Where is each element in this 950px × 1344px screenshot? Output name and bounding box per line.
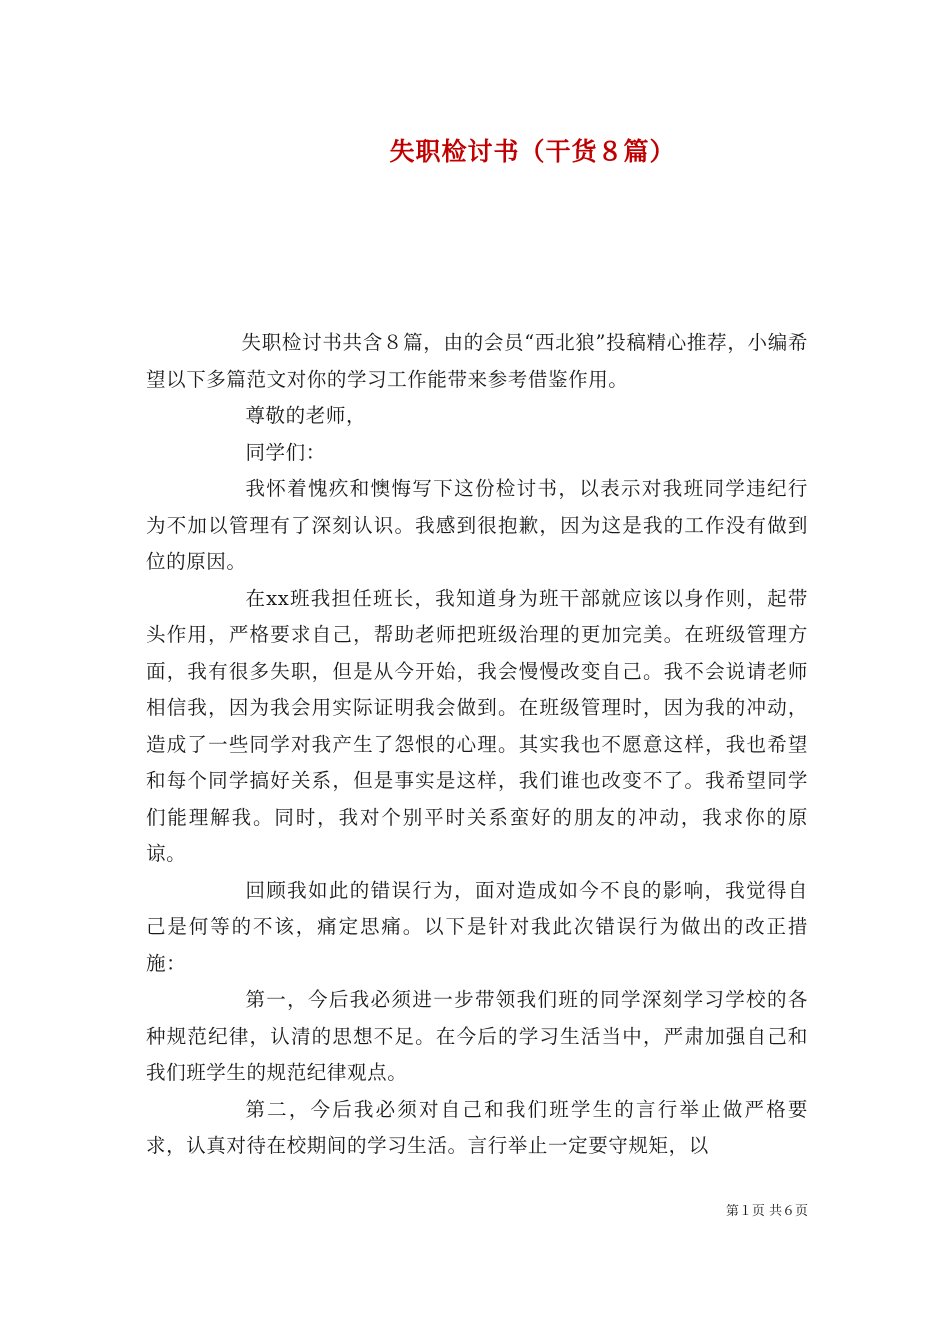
body-paragraph: 第二，今后我必须对自己和我们班学生的言行举止做严格要求，认真对待在校期间的学习生活。言行举止一定要守规矩，以	[146, 1097, 808, 1157]
body-paragraph: 我怀着愧疚和懊悔写下这份检讨书，以表示对我班同学违纪行为不加以管理有了深刻认识。我感到很抱歉，因为这是我的工作没有做到位的原因。	[146, 477, 808, 573]
salutation-line: 尊敬的老师，	[245, 404, 367, 427]
page-title: 失职检讨书（干货８篇）	[389, 137, 676, 166]
document-body	[146, 325, 808, 1165]
body-paragraph: 第一，今后我必须进一步带领我们班的同学深刻学习学校的各种规范纪律，认清的思想不足。在今后的学习生活当中，严肃加强自己和我们班学生的规范纪律观点。	[146, 988, 808, 1084]
page-number: 第１页 共６页	[725, 1204, 808, 1219]
salutation-line: 同学们：	[245, 440, 326, 464]
body-paragraph: 回顾我如此的错误行为，面对造成如今不良的影响，我觉得自己是何等的不该，痛定思痛。以下是针对我此次错误行为做出的改正措施：	[146, 878, 808, 975]
body-paragraph: 在xx班我担任班长，我知道身为班干部就应该以身作则，起带头作用，严格要求自己，帮助老师把班级治理的更加完美。在班级管理方面，我有很多失职，但是从今开始，我会慢慢改变自己。我不会说请老师相信我，因为我会用实际证明我会做到。在班级管理时，因为我的冲动，造成了一些同学对我产生了怨恨的心理。其实我也不愿意这样，我也希望和每个同学搞好关系，但是事实是这样，我们谁也改变不了。我希望同学们能理解我。同时，我对个别平时关系蛮好的朋友的冲动，我求你的原谅。	[146, 586, 808, 865]
intro-paragraph: 失职检讨书共含８篇，由的会员“西北狼”投稿精心推荐，小编希望以下多篇范文对你的学习工作能带来参考借鉴作用。	[146, 331, 808, 391]
